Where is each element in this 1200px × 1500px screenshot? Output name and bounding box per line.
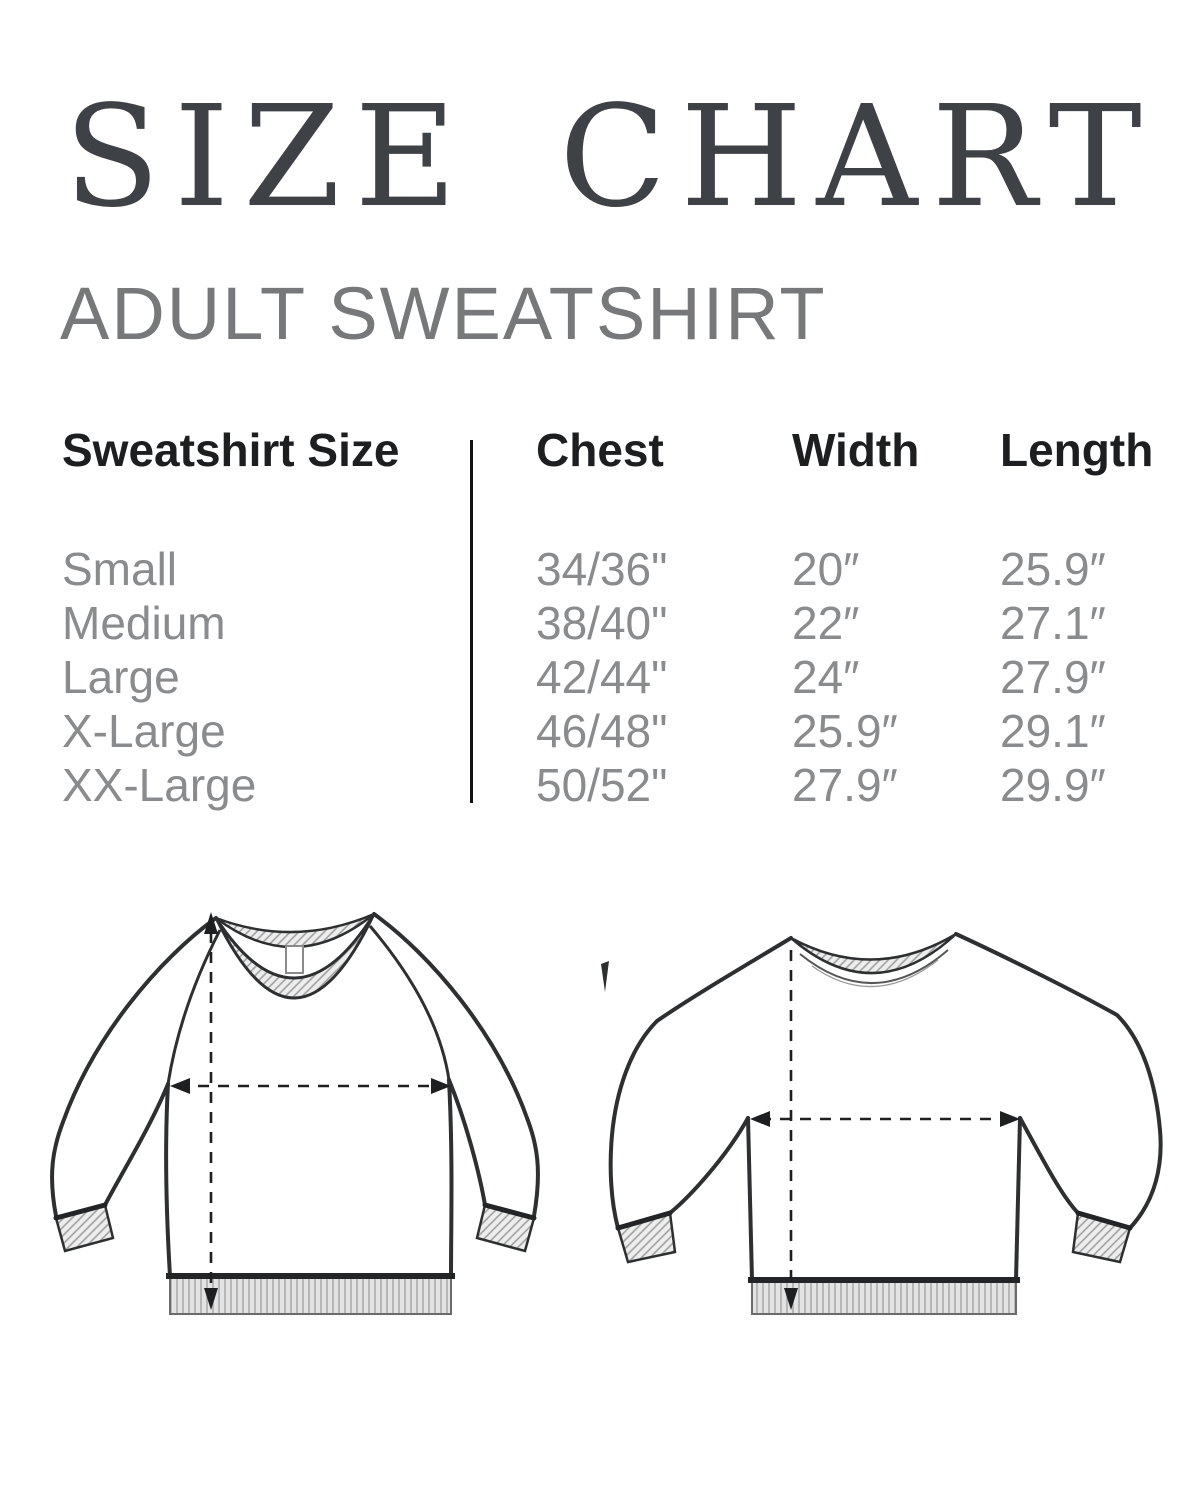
- chest-value: 50/52": [536, 759, 668, 811]
- page-subtitle: ADULT SWEATSHIRT: [60, 272, 827, 355]
- back-collar-band: [791, 934, 956, 973]
- chest-value: 42/44": [536, 651, 668, 703]
- arrow-left-icon: [170, 1078, 190, 1094]
- column-header-size: Sweatshirt Size: [62, 424, 400, 476]
- column-header-chest: Chest: [536, 424, 664, 476]
- width-value: 25.9″: [792, 705, 898, 757]
- width-value: 20″: [792, 543, 860, 595]
- width-value: 24″: [792, 651, 860, 703]
- size-label: Large: [62, 651, 180, 703]
- front-left-sleeve-outer: [52, 918, 216, 1216]
- back-left-sleeve-inner: [670, 1118, 748, 1213]
- chest-value: 34/36": [536, 543, 668, 595]
- front-left-sleeve-inner: [105, 1084, 168, 1205]
- stray-mark: [601, 961, 609, 992]
- front-right-sleeve-inner: [449, 1080, 485, 1205]
- chest-value: 38/40": [536, 597, 668, 649]
- size-label: XX-Large: [62, 759, 257, 811]
- width-value: 22″: [792, 597, 860, 649]
- width-value: 27.9″: [792, 759, 898, 811]
- size-label: Small: [62, 543, 178, 595]
- table-column-size: [62, 424, 399, 812]
- table-column-length: [1000, 424, 1153, 812]
- page-title: SIZE CHART: [64, 76, 1156, 239]
- front-right-sleeve-outer: [374, 914, 538, 1216]
- length-value: 27.9″: [1000, 651, 1106, 703]
- table-column-chest: [536, 424, 667, 812]
- length-value: 29.9″: [1000, 759, 1106, 811]
- chest-value: 46/48": [536, 705, 668, 757]
- size-label: X-Large: [62, 705, 226, 757]
- column-header-width: Width: [792, 424, 920, 476]
- front-body-right: [449, 1080, 452, 1276]
- sweatshirt-back-outline-icon: [598, 898, 1198, 1338]
- length-value: 27.1″: [1000, 597, 1106, 649]
- front-neck-label-tag: [286, 946, 303, 973]
- table-divider-line: [470, 440, 473, 803]
- front-raglan-seam-right: [370, 926, 449, 1080]
- column-header-length: Length: [1000, 424, 1154, 476]
- table-column-width: [792, 424, 919, 812]
- arrow-right-icon: [1000, 1111, 1020, 1127]
- front-collar-back-strip: [216, 914, 374, 947]
- front-body-left: [166, 1084, 170, 1276]
- length-value: 25.9″: [1000, 543, 1106, 595]
- back-right-sleeve-inner: [1020, 1118, 1078, 1213]
- back-body-left: [748, 1118, 752, 1280]
- arrow-left-icon: [750, 1111, 770, 1127]
- size-label: Medium: [62, 597, 226, 649]
- back-body-right: [1016, 1118, 1020, 1280]
- sweatshirt-front-outline-icon: [18, 886, 584, 1338]
- length-value: 29.1″: [1000, 705, 1106, 757]
